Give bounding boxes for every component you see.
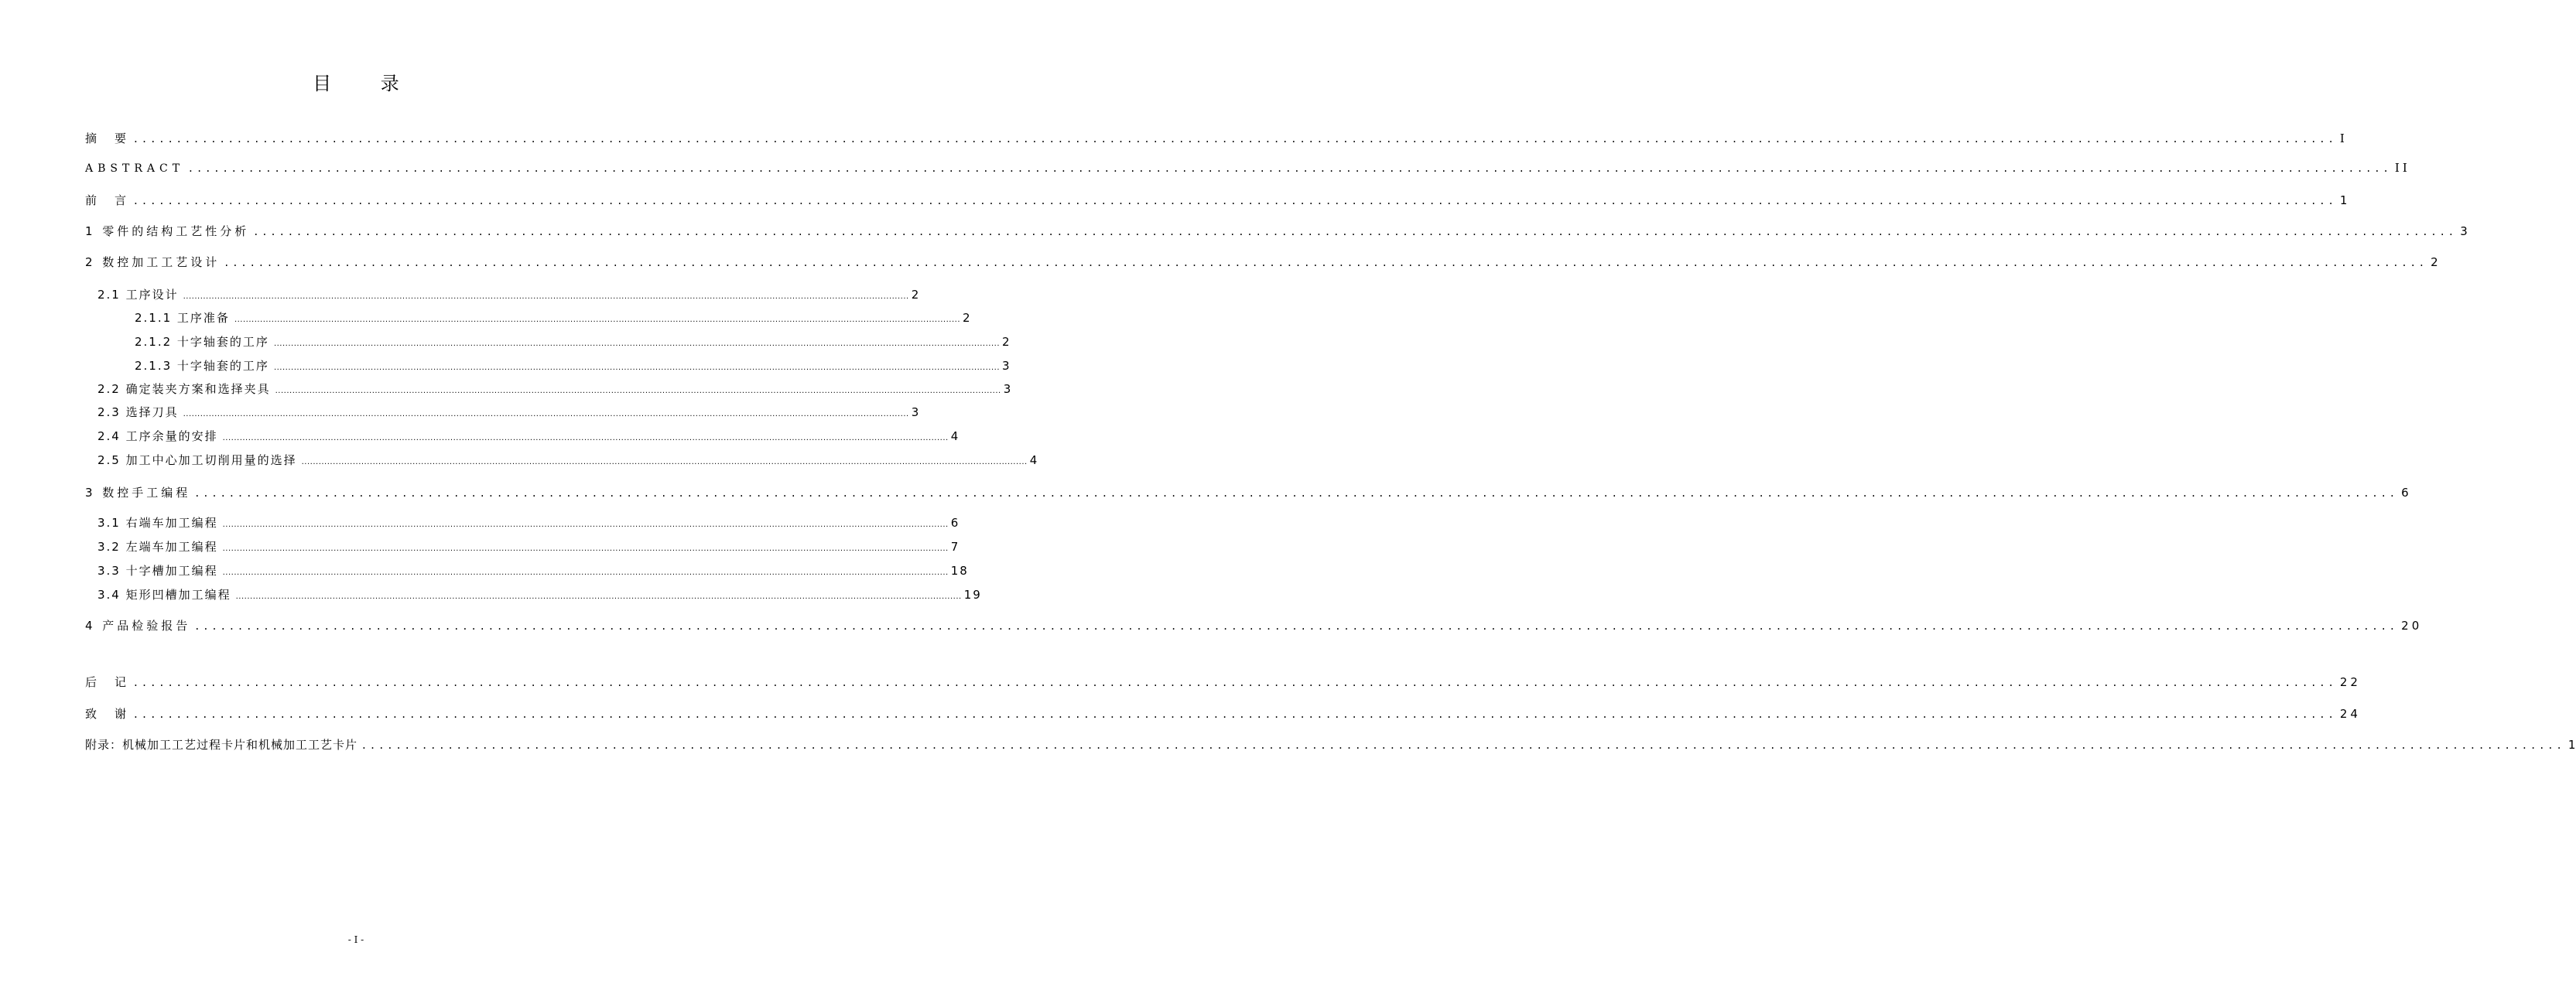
toc-entry-label: 2.1 工序设计 [97, 288, 179, 302]
toc-leader: ............................................................................................................................................................................................................................................................... [195, 619, 2400, 633]
toc-page-number: 22 [2339, 675, 2361, 689]
toc-page-number: 2 [1002, 335, 1011, 349]
toc-entry-afterword[interactable] [85, 674, 2361, 690]
toc-leader: ............................................................................................................................................................................................................................................................... [235, 592, 962, 601]
toc-entry-label: 2.2 确定装夹方案和选择夹具 [97, 382, 271, 396]
toc-entry-label: 2.3 选择刀具 [97, 405, 179, 419]
page-number-footer: - I - [347, 934, 364, 945]
toc-leader: ............................................................................................................................................................................................................................................................... [301, 458, 1028, 466]
toc-entry-preface[interactable] [85, 192, 2351, 208]
toc-entry-label: 致 谢 [85, 707, 130, 721]
toc-page-number: 3 [1003, 382, 1013, 396]
toc-entry-label: 3.2 左端车加工编程 [97, 540, 218, 554]
toc-entry-section-2-1-2[interactable] [135, 333, 1011, 350]
toc-leader: ............................................................................................................................................................................................................................................................... [273, 340, 1001, 348]
toc-entry-label: 2 数控加工工艺设计 [85, 255, 221, 269]
toc-leader: ............................................................................................................................................................................................................................................................... [189, 161, 2393, 175]
toc-entry-label: 后 记 [85, 675, 130, 689]
toc-entry-section-3-1[interactable] [97, 514, 960, 531]
toc-entry-label: 3.3 十字槽加工编程 [97, 564, 218, 578]
toc-page-number: 20 [2401, 619, 2423, 633]
toc-page-number: 3 [1002, 359, 1011, 373]
toc-entry-label: 前 言 [85, 193, 130, 207]
toc-entry-label: 3.1 右端车加工编程 [97, 516, 218, 530]
toc-entry-acknowledgements[interactable] [85, 705, 2361, 722]
toc-page-number: 6 [2401, 486, 2412, 500]
toc-leader: ............................................................................................................................................................................................................................................................... [134, 675, 2338, 689]
toc-entry-label: 摘 要 [85, 131, 130, 145]
toc-page-number: 24 [2339, 707, 2361, 721]
toc-leader: ............................................................................................................................................................................................................................................................... [134, 131, 2338, 145]
toc-entry-abstract-en[interactable] [85, 161, 2410, 175]
toc-entry-chapter-1[interactable] [85, 223, 2471, 239]
toc-entry-abstract-cn[interactable] [85, 130, 2348, 146]
toc-leader: ............................................................................................................................................................................................................................................................... [273, 364, 1001, 372]
toc-entry-section-2-3[interactable] [97, 404, 921, 420]
toc-entry-label: 2.1.3 十字轴套的工序 [135, 359, 269, 373]
toc-leader: ............................................................................................................................................................................................................................................................... [134, 193, 2338, 207]
toc-leader: ............................................................................................................................................................................................................................................................... [183, 410, 909, 418]
toc-page-number: 4 [950, 429, 960, 443]
toc-entry-label: 2.4 工序余量的安排 [97, 429, 218, 443]
toc-leader: ............................................................................................................................................................................................................................................................... [254, 224, 2458, 238]
toc-entry-section-2-1[interactable] [97, 286, 921, 302]
toc-leader: ............................................................................................................................................................................................................................................................... [183, 292, 909, 301]
toc-leader: ............................................................................................................................................................................................................................................................... [195, 486, 2400, 500]
toc-entry-section-2-2[interactable] [97, 381, 1013, 397]
toc-page-number: 1 [2339, 193, 2351, 207]
toc-entry-section-3-3[interactable] [97, 562, 969, 579]
toc-page-number: 18 [950, 564, 969, 578]
toc-leader: ............................................................................................................................................................................................................................................................... [222, 568, 949, 577]
toc-page-number: 19 [963, 588, 982, 602]
toc-page-number: 2 [963, 311, 972, 325]
toc-entry-section-2-4[interactable] [97, 428, 960, 444]
toc-page-number: 4 [1029, 453, 1039, 467]
toc-leader: ............................................................................................................................................................................................................................................................... [362, 738, 2566, 752]
toc-entry-label: 3.4 矩形凹槽加工编程 [97, 588, 231, 602]
page-title: 目 录 [313, 73, 421, 94]
toc-entry-chapter-3[interactable] [85, 484, 2412, 500]
toc-page-number: II [2394, 161, 2410, 175]
toc-leader: ............................................................................................................................................................................................................................................................... [275, 387, 1001, 395]
toc-entry-chapter-2[interactable] [85, 254, 2441, 270]
toc-entry-appendix[interactable] [85, 736, 2576, 753]
toc-entry-label: 4 产品检验报告 [85, 619, 191, 633]
toc-entry-label: 2.1.2 十字轴套的工序 [135, 335, 269, 349]
toc-leader: ............................................................................................................................................................................................................................................................... [222, 434, 949, 442]
toc-page-number: 2 [2431, 255, 2441, 269]
toc-page-number: I [2339, 131, 2348, 145]
toc-leader: ............................................................................................................................................................................................................................................................... [224, 255, 2429, 269]
toc-leader: ............................................................................................................................................................................................................................................................... [234, 316, 961, 324]
toc-leader: ............................................................................................................................................................................................................................................................... [134, 707, 2338, 721]
toc-page-number: 6 [950, 516, 960, 530]
toc-page-number: 2 [911, 288, 921, 302]
toc-entry-label: 2.1.1 工序准备 [135, 311, 230, 325]
toc-page-number: 3 [2460, 224, 2471, 238]
toc-entry-label: 2.5 加工中心加工切削用量的选择 [97, 453, 297, 467]
toc-entry-label: 附录：机械加工工艺过程卡片和机械加工工艺卡片 [85, 738, 358, 752]
toc-leader: ............................................................................................................................................................................................................................................................... [222, 521, 949, 529]
toc-entry-label: 1 零件的结构工艺性分析 [85, 224, 250, 238]
toc-entry-label: 3 数控手工编程 [85, 486, 191, 500]
toc-entry-label: ABSTRACT [85, 162, 185, 175]
toc-page-number: 1 [2567, 738, 2576, 752]
toc-leader: ............................................................................................................................................................................................................................................................... [222, 544, 949, 553]
toc-entry-chapter-4[interactable] [85, 617, 2423, 633]
toc-entry-section-2-1-3[interactable] [135, 357, 1011, 374]
toc-entry-section-3-2[interactable] [97, 538, 960, 555]
toc-entry-section-2-5[interactable] [97, 452, 1039, 468]
toc-entry-section-2-1-1[interactable] [135, 309, 972, 326]
toc-page-number: 3 [911, 405, 921, 419]
toc-entry-section-3-4[interactable] [97, 586, 982, 602]
toc-page-number: 7 [950, 540, 960, 554]
